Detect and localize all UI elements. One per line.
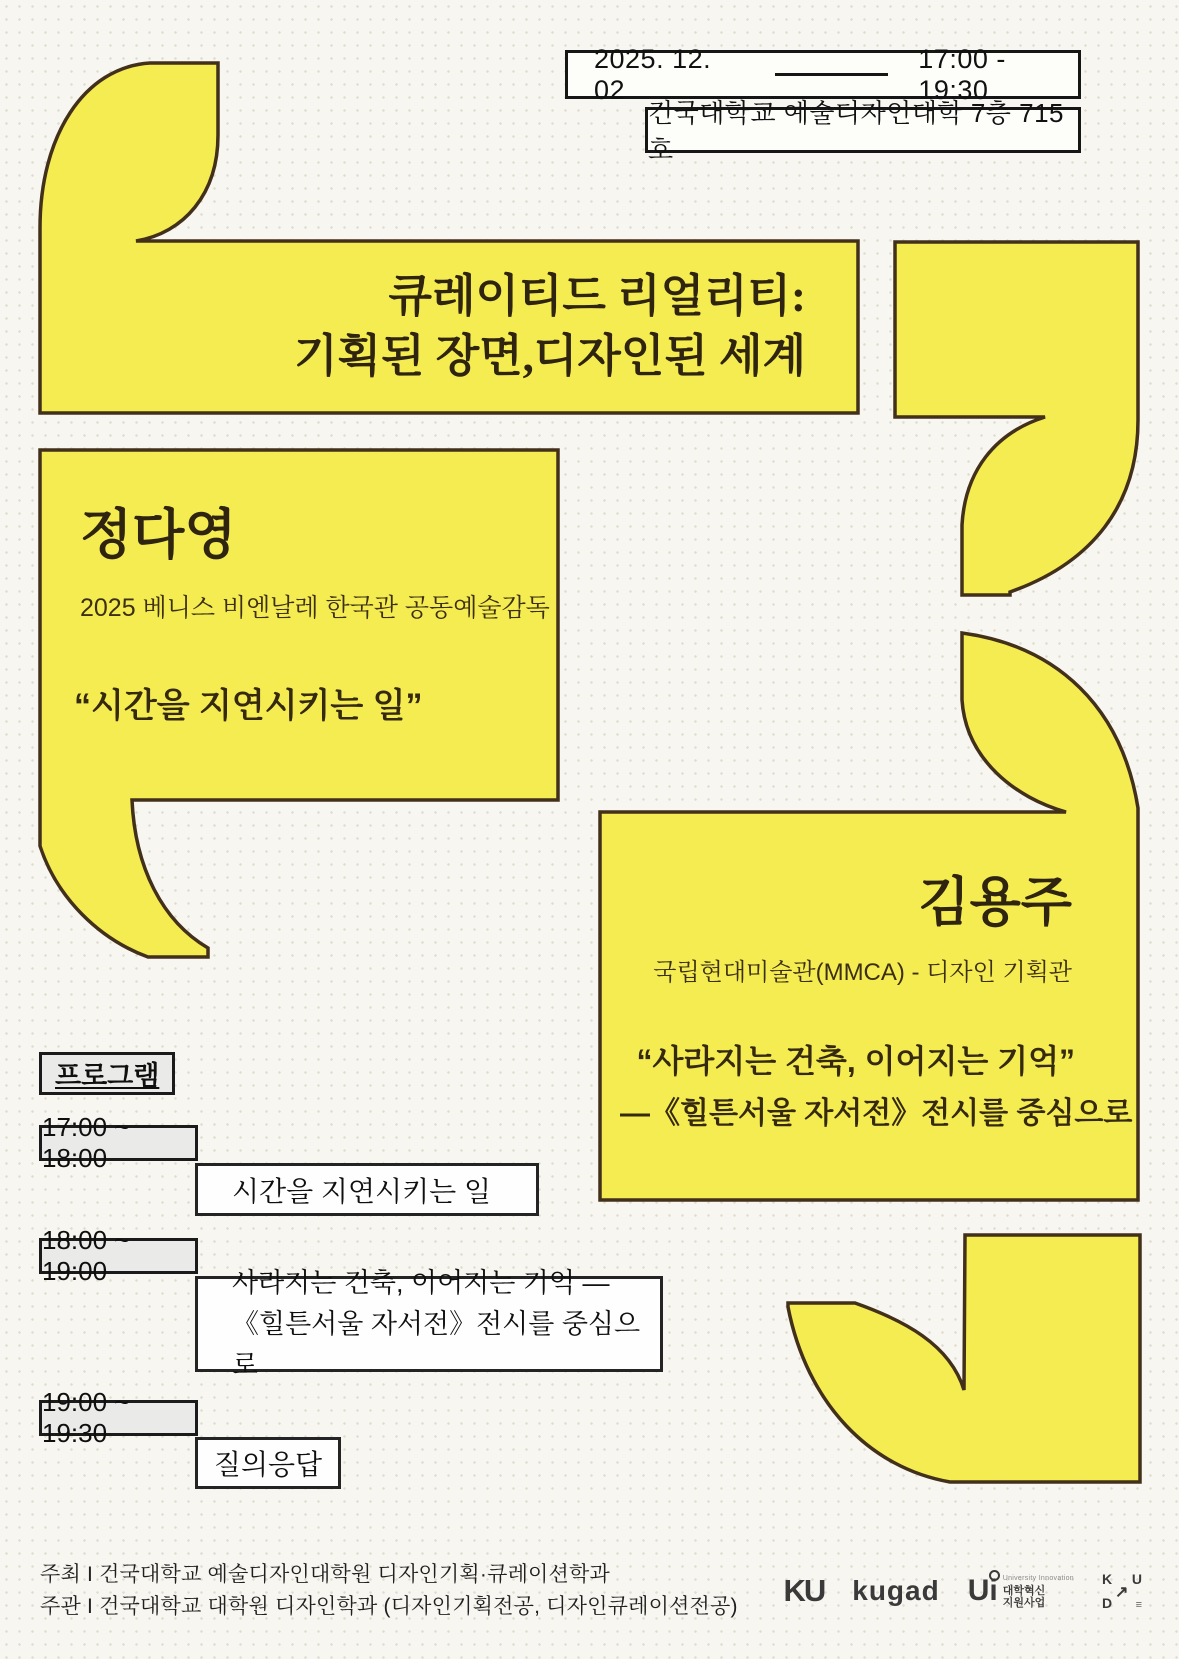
ui-caption: University Innovation [1002, 1575, 1074, 1582]
kud-logo [1102, 1571, 1142, 1611]
speaker1-affiliation: 2025 베니스 비엔날레 한국관 공동예술감독 [80, 594, 550, 622]
kud-letter-k: K [1102, 1571, 1113, 1587]
ui-line1: 대학혁신 [1002, 1585, 1046, 1597]
program-item3-title: 질의응답 [195, 1437, 341, 1489]
event-title [294, 266, 806, 386]
ui-line2: 지원사업 [1002, 1597, 1046, 1609]
speaker2-name: 김용주 [918, 874, 1072, 932]
event-title-line1: 큐레이티드 리얼리티: [388, 271, 806, 321]
program-item2-title [195, 1267, 663, 1380]
ui-ring-icon [989, 1570, 1000, 1581]
date-time-box [565, 43, 1081, 105]
venue-box [645, 98, 1081, 165]
speaker1-talk-title: “시간을 지연시키는 일” [74, 687, 423, 725]
program-item2-title-line2: 《힐튼서울 자서전》전시를 중심으로 [232, 1308, 641, 1380]
speaker1-name: 정다영 [80, 505, 237, 565]
kud-letter-u: U [1131, 1571, 1142, 1587]
program-item1-time: 17:00 ~ 18:00 [39, 1125, 198, 1161]
footer-logos [783, 1568, 1142, 1614]
event-date: 2025. 12. 02 [594, 43, 712, 105]
program-item2-title-line1: 사라지는 건축, 이어지는 기억 — [232, 1267, 610, 1298]
program-item3-time: 19:00 ~ 19:30 [39, 1400, 198, 1436]
ui-logo-text [1003, 1573, 1074, 1609]
program-label: 프로그램 [39, 1052, 175, 1095]
speaker2-talk-title-line1: “사라지는 건축, 이어지는 기억” [636, 1043, 1075, 1079]
footer-organizer: 주관 I 건국대학교 대학원 디자인학과 (디자인기획전공, 디자인큐레이션전공) [40, 1595, 738, 1618]
footer-host: 주최 I 건국대학교 예술디자인대학원 디자인기획·큐레이션학과 [40, 1563, 610, 1586]
kugad-logo: kugad [852, 1575, 940, 1606]
speaker2-affiliation: 국립현대미술관(MMCA) - 디자인 기획관 [653, 959, 1072, 986]
kud-letter-d: D [1102, 1595, 1113, 1611]
speaker2-talk-title-line2: —《힐튼서울 자서전》전시를 중심으로 [620, 1097, 1133, 1130]
ku-logo: KU [783, 1573, 825, 1608]
date-time-divider [775, 73, 889, 76]
event-venue: 건국대학교 예술디자인대학 7층 715호 [648, 98, 1065, 165]
program-item1-title: 시간을 지연시키는 일 [195, 1163, 539, 1216]
kud-lines-icon: ≡ [1135, 1599, 1142, 1611]
university-innovation-logo [968, 1573, 1074, 1609]
ui-mark-icon: Ui [968, 1574, 998, 1608]
event-title-line2: 기획된 장면,디자인된 세계 [294, 331, 806, 381]
kud-arrow-icon: ↗ [1115, 1584, 1129, 1601]
program-item2-time: 18:00 ~ 19:00 [39, 1238, 198, 1274]
event-time: 17:00 - 19:30 [918, 43, 1006, 105]
